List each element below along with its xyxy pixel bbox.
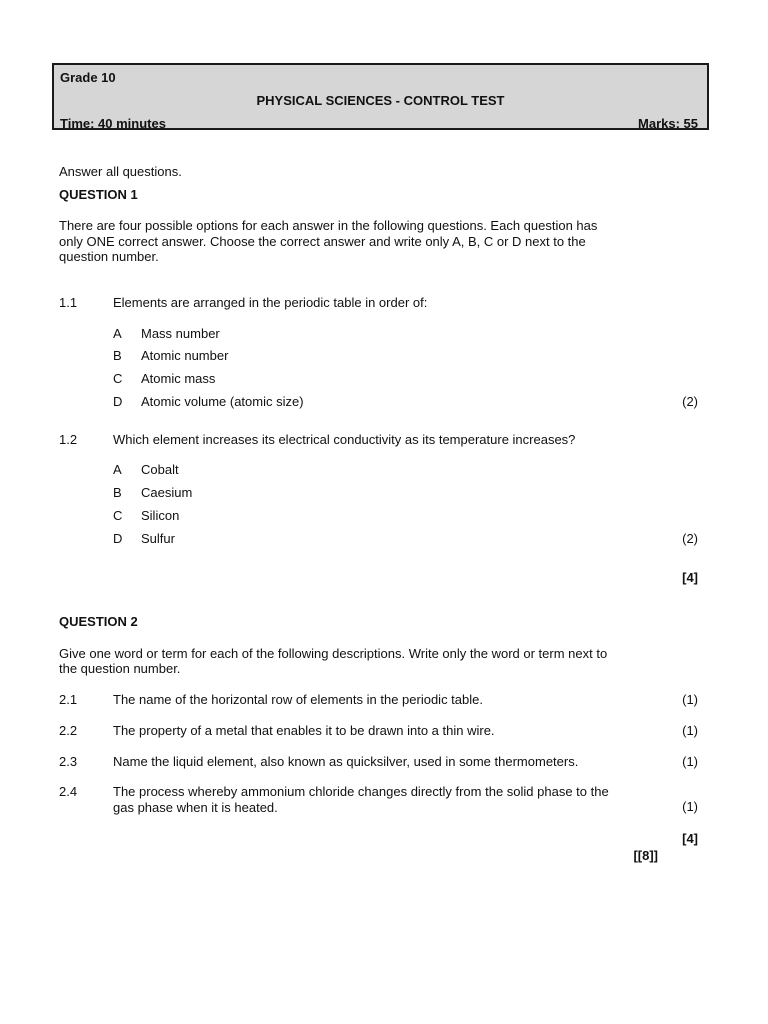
option-letter: D <box>113 531 123 546</box>
question-number: 2.3 <box>59 754 78 769</box>
question-2-total: [4] <box>682 831 698 846</box>
option-letter: C <box>113 508 123 523</box>
option-letter: C <box>113 371 123 386</box>
question-marks: (1) <box>682 754 698 769</box>
option-text: Cobalt <box>141 462 179 477</box>
option-text: Caesium <box>141 485 193 500</box>
test-header-box <box>52 63 709 130</box>
grade-label: Grade 10 <box>60 70 116 85</box>
question-text: Name the liquid element, also known as quicksilver, used in some thermometers. <box>113 754 579 769</box>
marks-label: Marks: 55 <box>638 116 698 131</box>
question-number: 2.4 <box>59 784 78 799</box>
option-letter: A <box>113 462 122 477</box>
grand-total: [[8]] <box>633 848 658 863</box>
option-text: Atomic mass <box>141 371 216 386</box>
question-marks: (1) <box>682 723 698 738</box>
option-text: Atomic number <box>141 348 229 363</box>
question-number: 1.2 <box>59 432 78 447</box>
question-text: Which element increases its electrical conductivity as its temperature increases? <box>113 432 576 447</box>
question-marks: (1) <box>682 692 698 707</box>
question-text: The name of the horizontal row of elements in the periodic table. <box>113 692 483 707</box>
time-label: Time: 40 minutes <box>60 116 166 131</box>
option-letter: B <box>113 485 122 500</box>
option-letter: D <box>113 394 123 409</box>
question-number: 1.1 <box>59 295 78 310</box>
option-letter: B <box>113 348 122 363</box>
option-text: Atomic volume (atomic size) <box>141 394 304 409</box>
question-text: The property of a metal that enables it to be drawn into a thin wire. <box>113 723 495 738</box>
question-1-intro-line: only ONE correct answer. Choose the correct answer and write only A, B, C or D next to the <box>59 234 586 249</box>
question-marks: (2) <box>682 394 698 409</box>
test-title: PHYSICAL SCIENCES - CONTROL TEST <box>256 93 505 108</box>
question-number: 2.2 <box>59 723 78 738</box>
question-1-intro-line: question number. <box>59 249 159 264</box>
option-letter: A <box>113 326 122 341</box>
option-text: Mass number <box>141 326 220 341</box>
option-text: Silicon <box>141 508 180 523</box>
question-1-total: [4] <box>682 570 698 585</box>
option-text: Sulfur <box>141 531 175 546</box>
question-2-heading: QUESTION 2 <box>59 614 138 629</box>
question-1-intro-line: There are four possible options for each answer in the following questions. Each question has <box>59 218 598 233</box>
instructions-text: Answer all questions. <box>59 164 182 179</box>
question-number: 2.1 <box>59 692 78 707</box>
question-1-heading: QUESTION 1 <box>59 187 138 202</box>
question-text: gas phase when it is heated. <box>113 800 278 815</box>
question-marks: (2) <box>682 531 698 546</box>
question-2-intro-line: Give one word or term for each of the following descriptions. Write only the word or term next to <box>59 646 608 661</box>
question-marks: (1) <box>682 799 698 814</box>
question-text: The process whereby ammonium chloride changes directly from the solid phase to the <box>113 784 609 799</box>
question-2-intro-line: the question number. <box>59 661 181 676</box>
question-text: Elements are arranged in the periodic table in order of: <box>113 295 428 310</box>
